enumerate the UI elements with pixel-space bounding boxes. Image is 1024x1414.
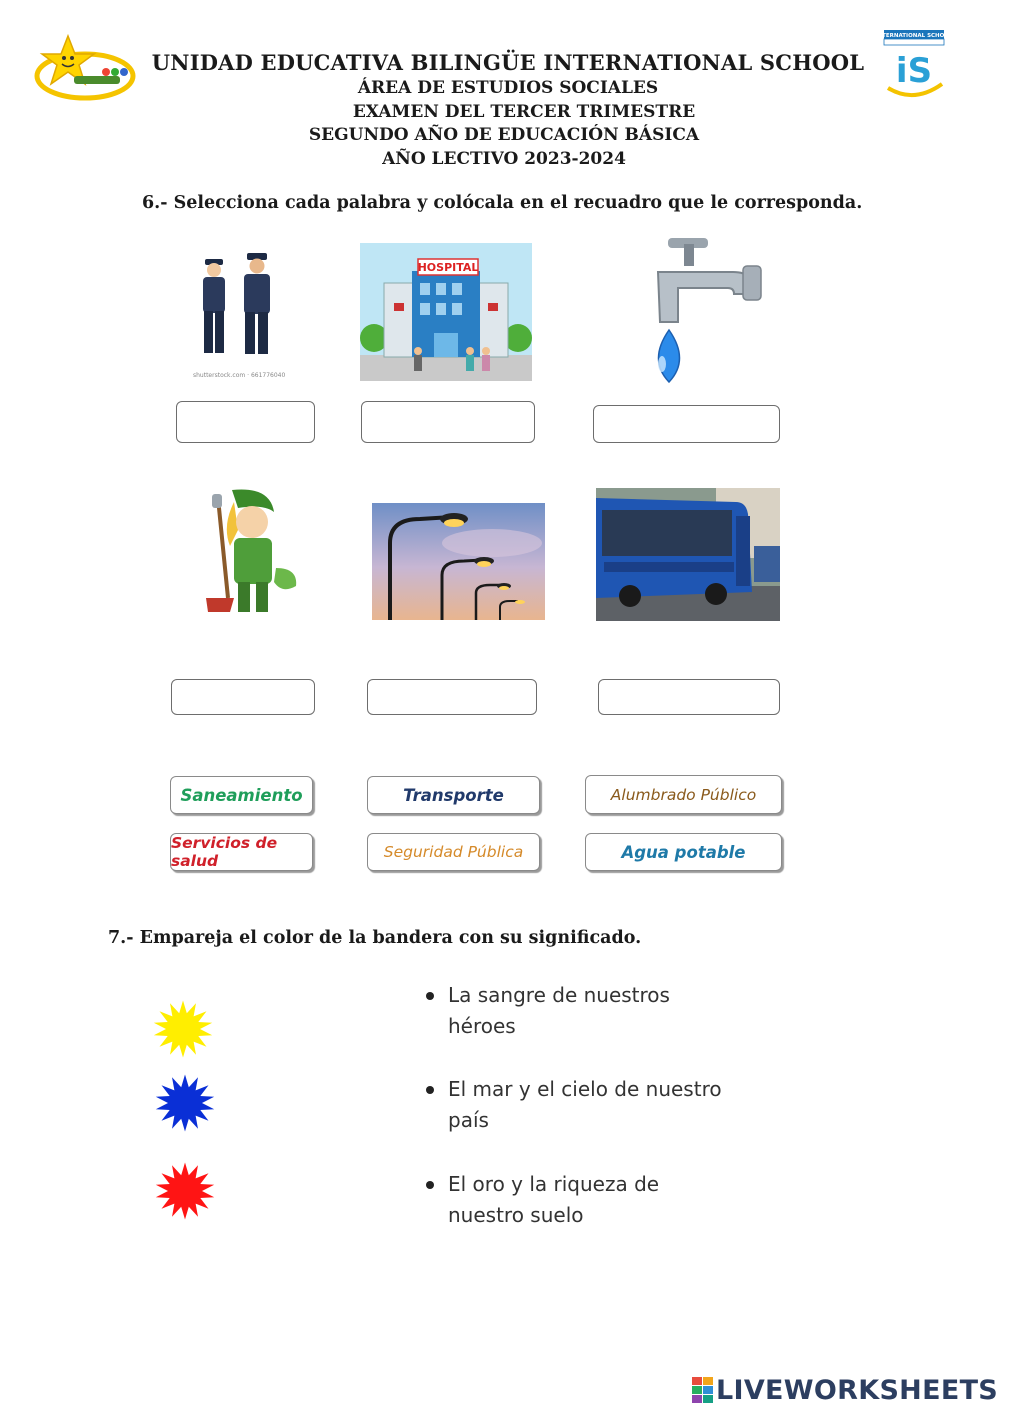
red-star-burst[interactable] bbox=[152, 1160, 218, 1222]
chip-servicios-de-salud[interactable]: Servicios de salud bbox=[170, 833, 313, 871]
police-officers-image bbox=[185, 245, 295, 385]
school-year: AÑO LECTIVO 2023-2024 bbox=[382, 149, 626, 169]
meaning-text: El oro y la riqueza de nuestro suelo bbox=[448, 1172, 660, 1227]
liveworksheets-wordmark: LIVEWORKSHEETS bbox=[716, 1374, 999, 1406]
meaning-text: El mar y el cielo de nuestro país bbox=[448, 1077, 722, 1132]
meaning-item-blood[interactable] bbox=[428, 980, 728, 1042]
blue-star-burst[interactable] bbox=[152, 1072, 218, 1134]
meaning-item-sea-sky[interactable] bbox=[428, 1074, 728, 1136]
exam-title: EXAMEN DEL TERCER TRIMESTRE bbox=[352, 102, 696, 122]
bullet-icon bbox=[426, 992, 434, 1000]
hospital-sign: HOSPITAL bbox=[417, 261, 479, 274]
right-logo-mark: iS bbox=[895, 51, 933, 91]
answer-box-hospital[interactable] bbox=[361, 401, 535, 443]
water-tap-image bbox=[638, 232, 768, 392]
yellow-star-burst[interactable] bbox=[150, 998, 216, 1060]
answer-box-street-lights[interactable] bbox=[367, 679, 537, 715]
grade-level: SEGUNDO AÑO DE EDUCACIÓN BÁSICA bbox=[308, 125, 700, 145]
chip-transporte[interactable]: Transporte bbox=[367, 776, 540, 814]
answer-box-police[interactable] bbox=[176, 401, 315, 443]
question-7-prompt: 7.- Empareja el color de la bandera con su significado. bbox=[108, 928, 642, 948]
answer-box-bus[interactable] bbox=[598, 679, 780, 715]
chip-agua-potable[interactable]: Agua potable bbox=[585, 833, 782, 871]
liveworksheets-brand[interactable] bbox=[692, 1374, 998, 1406]
answer-box-gardener[interactable] bbox=[171, 679, 315, 715]
meaning-text: La sangre de nuestros héroes bbox=[448, 983, 670, 1038]
liveworksheets-logo-icon bbox=[692, 1377, 714, 1403]
subject-area: ÁREA DE ESTUDIOS SOCIALES bbox=[357, 78, 659, 98]
meaning-item-gold[interactable] bbox=[428, 1169, 728, 1231]
image-watermark: shutterstock.com · 661776040 bbox=[193, 372, 286, 379]
question-6-prompt: 6.- Selecciona cada palabra y colócala en el recuadro que le corresponda. bbox=[142, 193, 863, 213]
street-lights-image bbox=[372, 503, 545, 620]
bullet-icon bbox=[426, 1181, 434, 1189]
school-title: UNIDAD EDUCATIVA BILINGÜE INTERNATIONAL SCHOOL bbox=[151, 50, 865, 75]
bullet-icon bbox=[426, 1086, 434, 1094]
answer-box-water[interactable] bbox=[593, 405, 780, 443]
chip-seguridad-publica[interactable]: Seguridad Pública bbox=[367, 833, 540, 871]
right-logo-caption: INTERNATIONAL SCHOOL bbox=[875, 33, 953, 39]
chip-saneamiento[interactable]: Saneamiento bbox=[170, 776, 313, 814]
chip-alumbrado-publico[interactable]: Alumbrado Público bbox=[585, 775, 782, 814]
hospital-image bbox=[360, 243, 532, 381]
gardener-image bbox=[178, 486, 308, 621]
bus-image bbox=[596, 488, 780, 621]
